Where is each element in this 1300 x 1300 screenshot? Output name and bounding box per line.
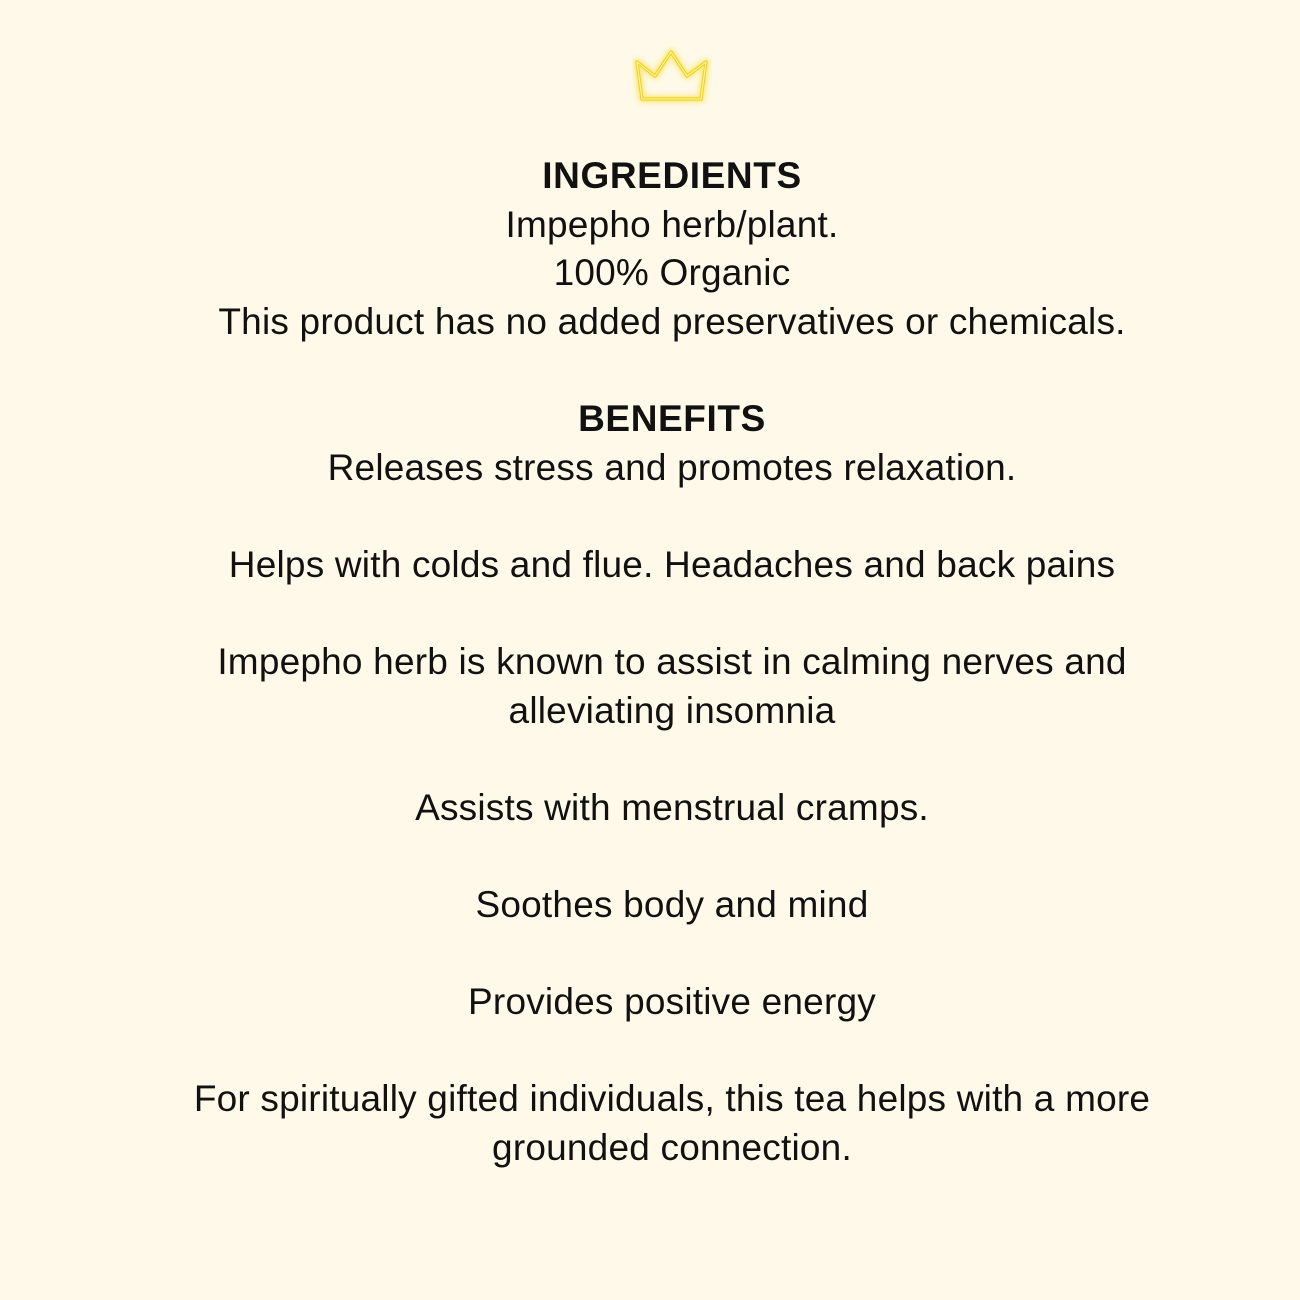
benefits-heading: BENEFITS (578, 397, 766, 439)
spacer (100, 346, 1244, 395)
benefit-item: Soothes body and mind (475, 883, 869, 925)
benefit-item: Impepho herb is known to assist in calming nerves and (217, 640, 1127, 682)
ingredient-line: 100% Organic (553, 252, 791, 294)
product-description (100, 152, 1244, 1172)
spacer (100, 1027, 1244, 1076)
benefit-item: For spiritually gifted individuals, this tea helps with a more (193, 1078, 1151, 1120)
spacer (100, 589, 1244, 638)
benefit-item: Helps with colds and flue. Headaches and back pains (228, 543, 1116, 585)
ingredient-line: This product has no added preservatives or chemicals. (218, 300, 1126, 342)
spacer (100, 832, 1244, 881)
crown-icon (632, 46, 712, 108)
benefit-item: Releases stress and promotes relaxation. (327, 446, 1017, 488)
benefit-item: Assists with menstrual cramps. (415, 786, 929, 828)
benefit-item: grounded connection. (492, 1126, 852, 1168)
benefit-item: Provides positive energy (468, 981, 876, 1023)
benefit-item: alleviating insomnia (508, 689, 836, 731)
spacer (100, 735, 1244, 784)
spacer (100, 492, 1244, 541)
ingredients-heading: INGREDIENTS (542, 155, 802, 196)
spacer (100, 930, 1244, 979)
ingredient-line: Impepho herb/plant. (505, 203, 839, 245)
